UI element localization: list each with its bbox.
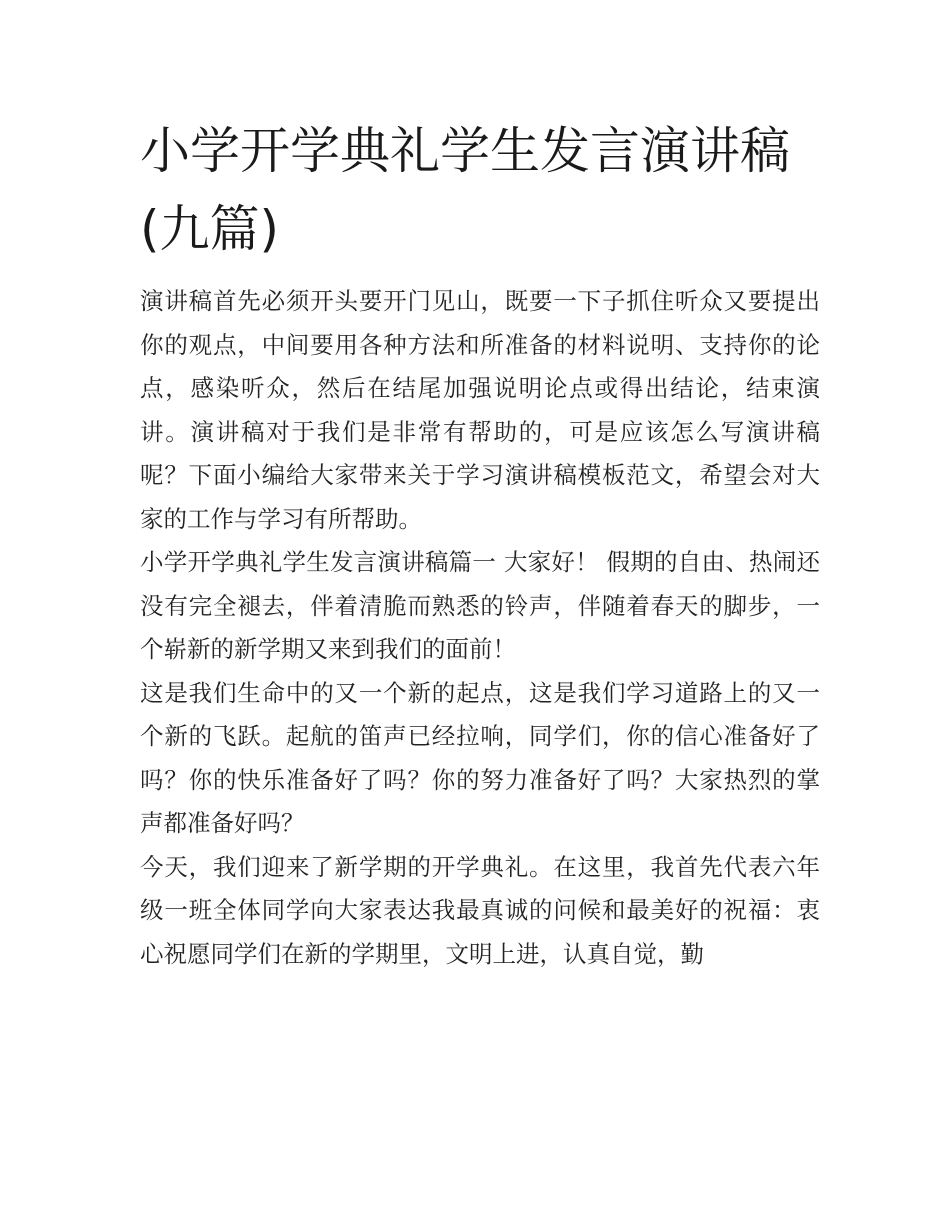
document-body [140,280,820,976]
paragraph-speech-opening: 小学开学典礼学生发言演讲稿篇一 大家好！ 假期的自由、热闹还没有完全褪去，伴着清脆而熟悉的铃声，伴随着春天的脚步，一个崭新的新学期又来到我们的面前！ [140,548,820,663]
paragraph-ceremony: 今天，我们迎来了新学期的开学典礼。在这里，我首先代表六年级一班全体同学向大家表达我最真诚的问候和最美好的祝福：衷心祝愿同学们在新的学期里，文明上进，认真自觉，勤 [140,852,820,968]
paragraph-new-start: 这是我们生命中的又一个新的起点，这是我们学习道路上的又一个新的飞跃。起航的笛声已经拉响，同学们，你的信心准备好了吗？你的快乐准备好了吗？你的努力准备好了吗？大家热烈的掌声都准备好吗？ [140,678,820,837]
paragraph-intro: 演讲稿首先必须开头要开门见山，既要一下子抓住听众又要提出你的观点，中间要用各种方法和所准备的材料说明、支持你的论点，感染听众，然后在结尾加强说明论点或得出结论，结束演讲。演讲稿对于我们是非常有帮助的，可是应该怎么写演讲稿呢？下面小编给大家带来关于学习演讲稿模板范文，希望会对大家的工作与学习有所帮助。 [140,287,820,533]
page-title: 小学开学典礼学生发言演讲稿(九篇) [140,122,790,258]
